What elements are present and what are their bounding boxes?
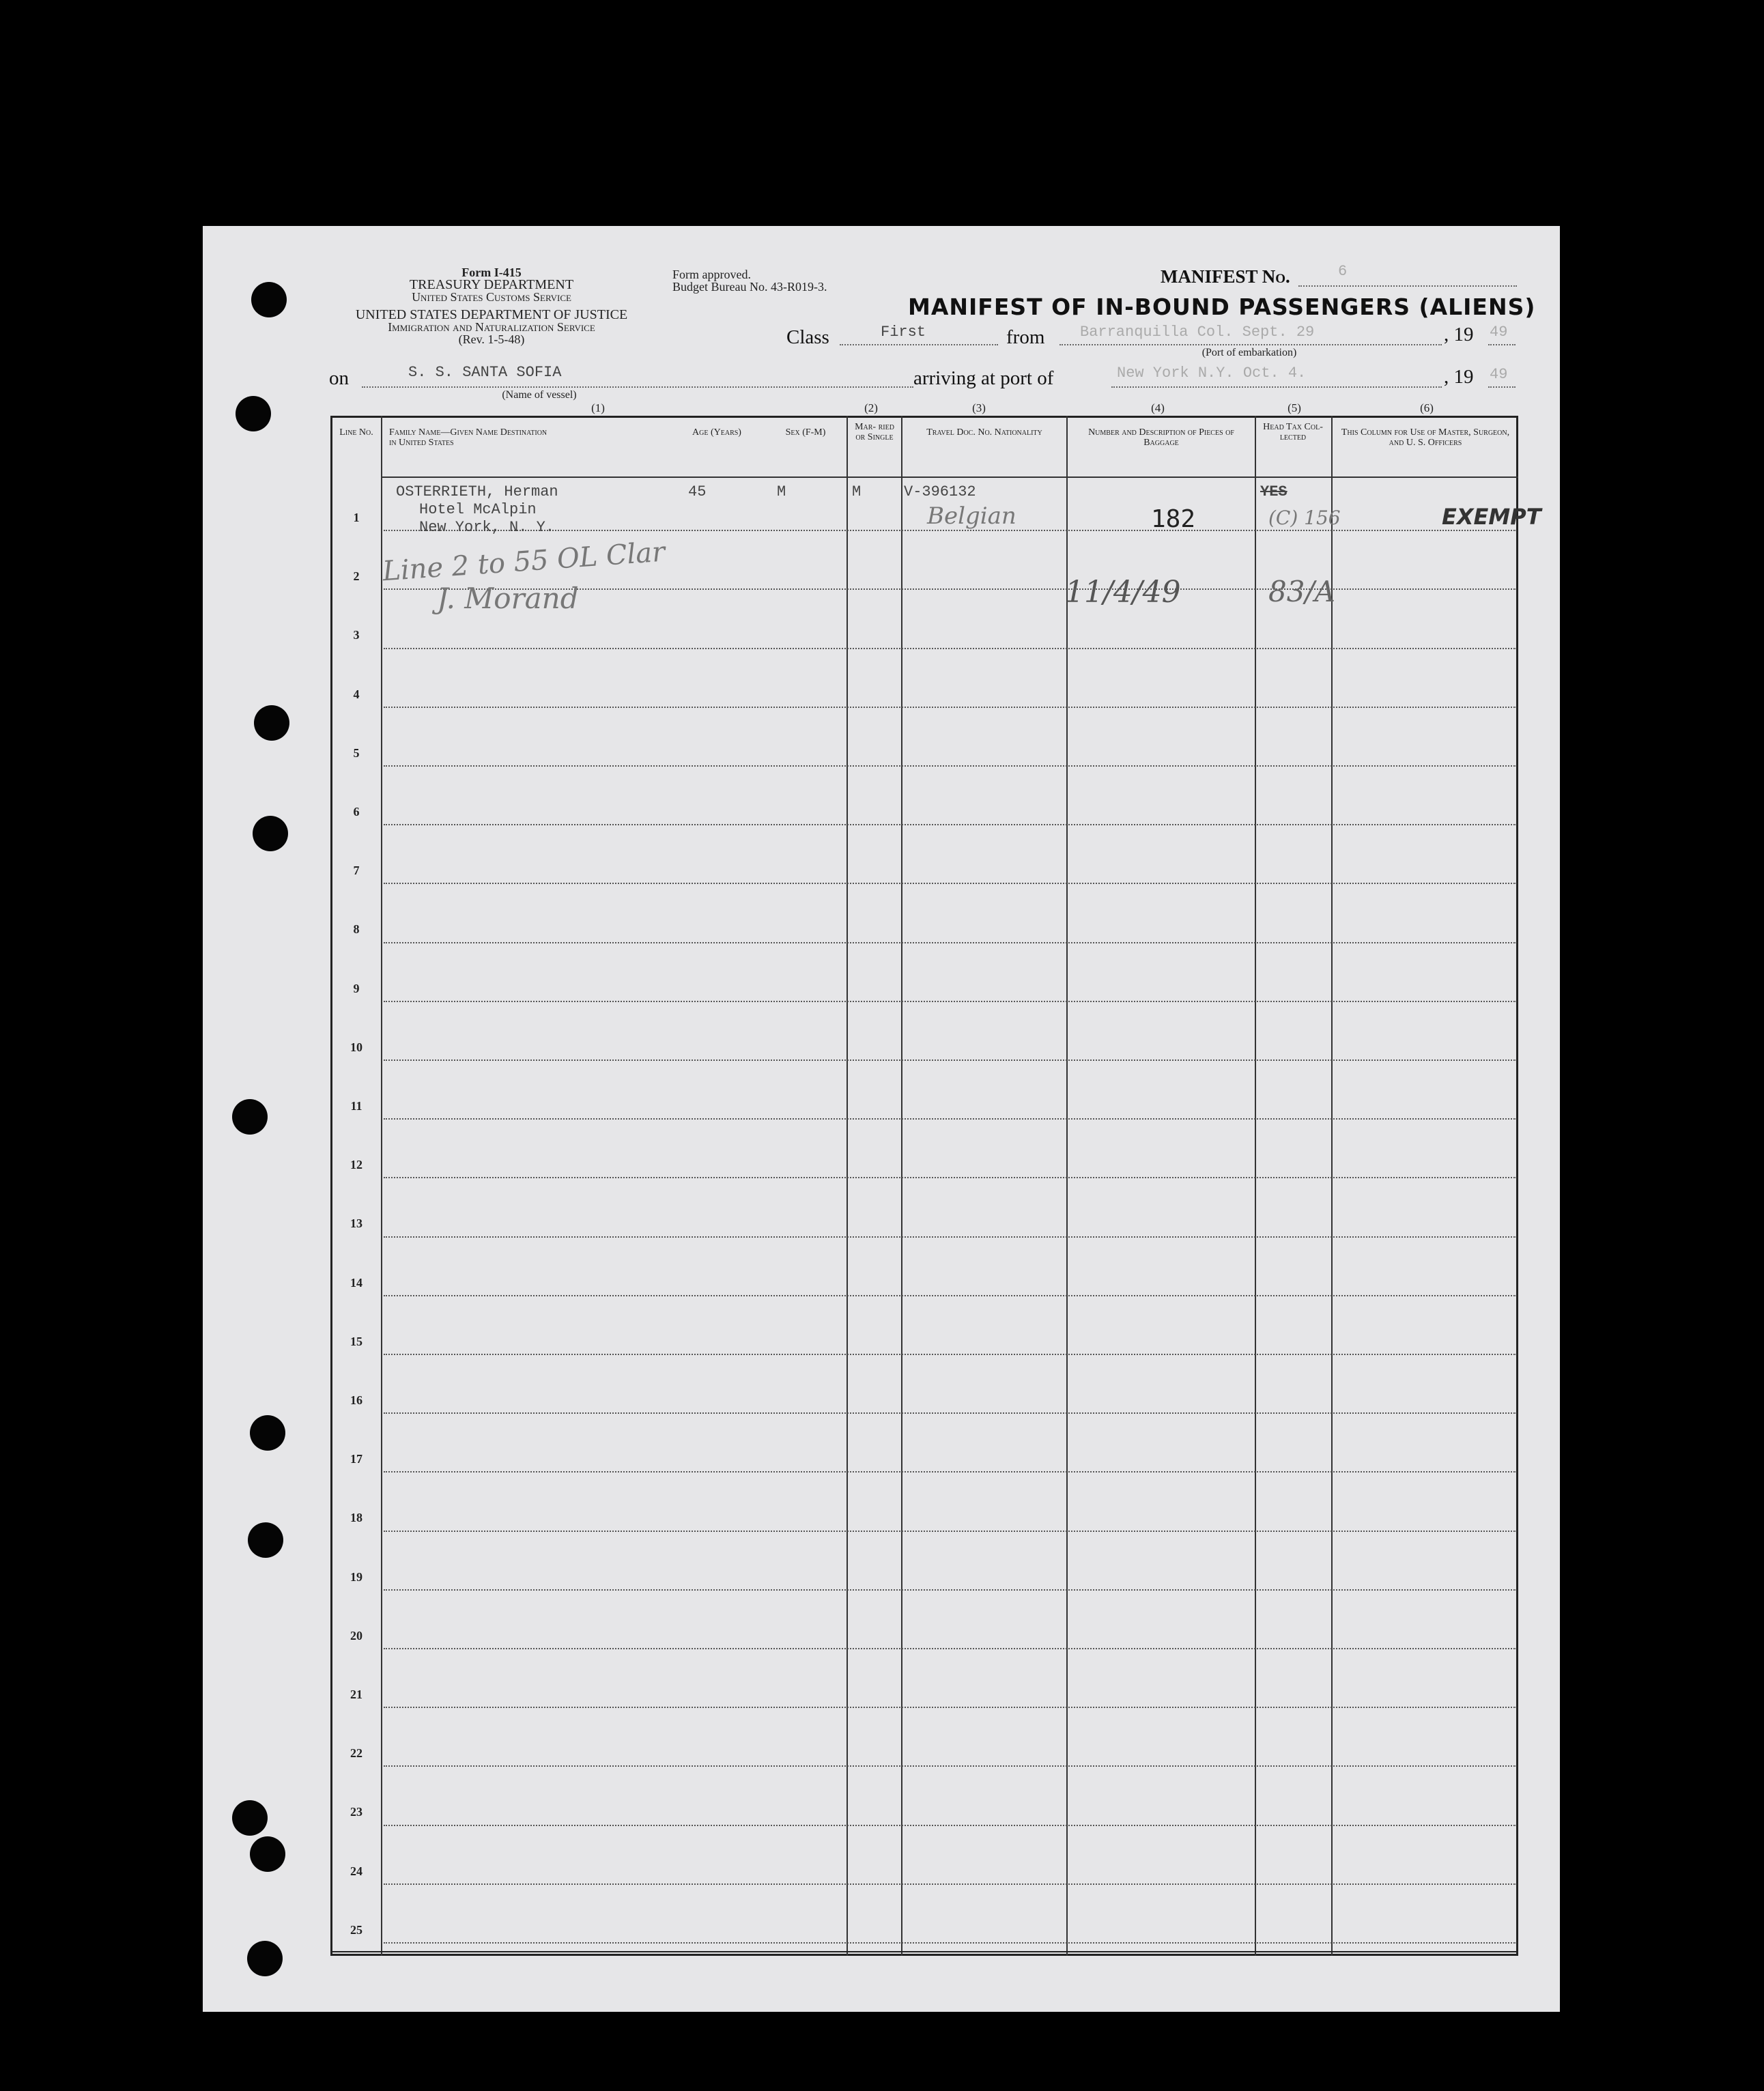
line-number: 14 <box>350 1275 362 1290</box>
passenger-travel-doc: V-396132 <box>904 483 976 500</box>
passenger-head-tax: YES <box>1260 483 1288 500</box>
class-value: First <box>881 324 926 341</box>
line-number: 6 <box>353 805 360 819</box>
header-age: Age (Years) <box>692 427 741 438</box>
punch-hole <box>247 1941 283 1976</box>
line-number: 4 <box>353 687 360 701</box>
row-rule <box>384 1354 1517 1355</box>
from-label: from <box>1006 326 1045 348</box>
line-number: 21 <box>350 1688 362 1701</box>
line-number: 15 <box>350 1334 362 1348</box>
passenger-age: 45 <box>688 483 707 500</box>
row-rule <box>384 648 1517 649</box>
row-rule <box>384 1471 1517 1473</box>
punch-hole <box>254 705 289 741</box>
punch-hole <box>248 1522 283 1558</box>
row-rule <box>384 707 1517 708</box>
line-number: 11 <box>350 1099 362 1113</box>
header-baggage: Number and Description of Pieces of Baggage <box>1088 427 1234 448</box>
row-rule <box>384 1707 1517 1708</box>
line-number: 13 <box>350 1217 362 1231</box>
column-number-6: (6) <box>1420 401 1434 414</box>
punch-hole <box>253 816 288 851</box>
manifest-no-value: 6 <box>1338 263 1348 280</box>
row-rule <box>384 1765 1517 1767</box>
from-value: Barranquilla Col. Sept. 29 <box>1080 324 1315 341</box>
row-rule <box>384 1589 1517 1591</box>
row-rule <box>384 942 1517 943</box>
on-label: on <box>329 367 349 389</box>
row-rule <box>384 1001 1517 1002</box>
column-number-5: (5) <box>1288 401 1301 414</box>
punch-hole <box>250 1836 285 1872</box>
line-number: 17 <box>350 1452 362 1466</box>
manifest-table <box>330 416 1518 1956</box>
line-number: 18 <box>350 1511 362 1525</box>
line-number: 12 <box>350 1158 362 1172</box>
manifest-title: MANIFEST OF IN-BOUND PASSENGERS (ALIENS) <box>908 294 1536 320</box>
passenger-married: M <box>852 483 862 500</box>
line-number: 19 <box>350 1569 362 1584</box>
line-number: 22 <box>350 1746 362 1761</box>
header-officers: This Column for Use of Master, Surgeon, and U. S. Officers <box>1341 427 1510 448</box>
justice-department: UNITED STATES DEPARTMENT OF JUSTICE <box>355 307 628 322</box>
passenger-baggage: 182 <box>1151 505 1196 533</box>
year-value-1: 49 <box>1490 324 1508 341</box>
row-rule <box>384 1412 1517 1414</box>
vessel-name: S. S. SANTA SOFIA <box>408 364 562 381</box>
head-tax-note: (C) 156 <box>1268 507 1341 529</box>
arriving-label: arriving at port of <box>913 367 1054 389</box>
row-rule <box>384 824 1517 825</box>
line-number: 25 <box>350 1922 362 1937</box>
row-rule <box>384 765 1517 767</box>
line-number: 23 <box>350 1805 362 1819</box>
header-sex: Sex (F-M) <box>785 427 826 438</box>
passenger-nationality: Belgian <box>927 502 1016 530</box>
line-number: 5 <box>353 745 360 760</box>
line-number: 9 <box>353 981 360 995</box>
punch-hole <box>232 1800 268 1836</box>
customs-service: United States Customs Service <box>412 290 571 304</box>
line-number: 1 <box>353 511 360 524</box>
row-rule <box>384 1177 1517 1178</box>
treasury-department: TREASURY DEPARTMENT <box>409 277 574 292</box>
row-rule <box>384 1236 1517 1238</box>
line-number: 24 <box>350 1864 362 1878</box>
immigration-service: Immigration and Naturalization Service <box>388 320 595 334</box>
row-rule <box>384 1942 1517 1944</box>
annotation-code: 83/A <box>1268 575 1335 608</box>
header-head-tax: Head Tax Col- lected <box>1263 422 1323 442</box>
line-number: 7 <box>353 864 360 878</box>
header-married: Mar- ried or Single <box>855 422 894 442</box>
header-name: Family Name—Given Name Destination in United States <box>389 427 547 448</box>
row-rule <box>384 1648 1517 1649</box>
arrival-port: New York N.Y. Oct. 4. <box>1117 365 1307 382</box>
vessel-caption: (Name of vessel) <box>502 389 577 401</box>
embarkation-caption: (Port of embarkation) <box>1201 347 1297 358</box>
column-number-3: (3) <box>972 401 986 414</box>
year-value-2: 49 <box>1490 366 1508 383</box>
line-number: 8 <box>353 922 360 937</box>
year-prefix-2: , 19 <box>1444 366 1474 388</box>
punch-hole <box>251 282 287 317</box>
row-rule <box>384 1059 1517 1061</box>
column-number-2: (2) <box>864 401 878 414</box>
annotation-line-2: Line 2 to 55 OL Clar <box>381 536 666 588</box>
column-number-4: (4) <box>1151 401 1165 414</box>
revision-date: (Rev. 1-5-48) <box>458 332 525 346</box>
line-number: 2 <box>353 569 360 584</box>
punch-hole <box>232 1099 268 1135</box>
row-rule <box>384 1883 1517 1885</box>
passenger-name: OSTERRIETH, Herman <box>396 483 558 500</box>
row-rule <box>384 1118 1517 1120</box>
row-rule <box>384 1295 1517 1296</box>
column-number-1: (1) <box>591 401 605 414</box>
budget-bureau: Budget Bureau No. 43-R019-3. <box>672 280 827 294</box>
annotation-date: 11/4/49 <box>1065 575 1181 610</box>
passenger-destination-city: New York, N. Y. <box>419 519 555 536</box>
form-number: Form I-415 <box>461 266 522 279</box>
officer-stamp-exempt: EXEMPT <box>1442 504 1541 530</box>
form-approved: Form approved. <box>672 268 751 281</box>
line-number: 16 <box>350 1393 362 1407</box>
passenger-destination-hotel: Hotel McAlpin <box>419 501 537 518</box>
row-rule <box>384 1825 1517 1826</box>
year-prefix-1: , 19 <box>1444 324 1474 345</box>
class-label: Class <box>786 326 829 348</box>
row-rule <box>384 1531 1517 1532</box>
header-line-no: Line No. <box>339 427 373 438</box>
header-travel-doc: Travel Doc. No. Nationality <box>926 427 1042 438</box>
punch-hole <box>250 1415 285 1451</box>
row-rule <box>384 883 1517 884</box>
line-number: 20 <box>350 1628 362 1642</box>
punch-hole <box>236 396 271 431</box>
annotation-signature: J. Morand <box>437 582 579 615</box>
manifest-no-label: MANIFEST No. <box>1161 266 1290 287</box>
line-number: 3 <box>353 628 360 642</box>
passenger-sex: M <box>777 483 786 500</box>
line-number: 10 <box>350 1040 362 1054</box>
